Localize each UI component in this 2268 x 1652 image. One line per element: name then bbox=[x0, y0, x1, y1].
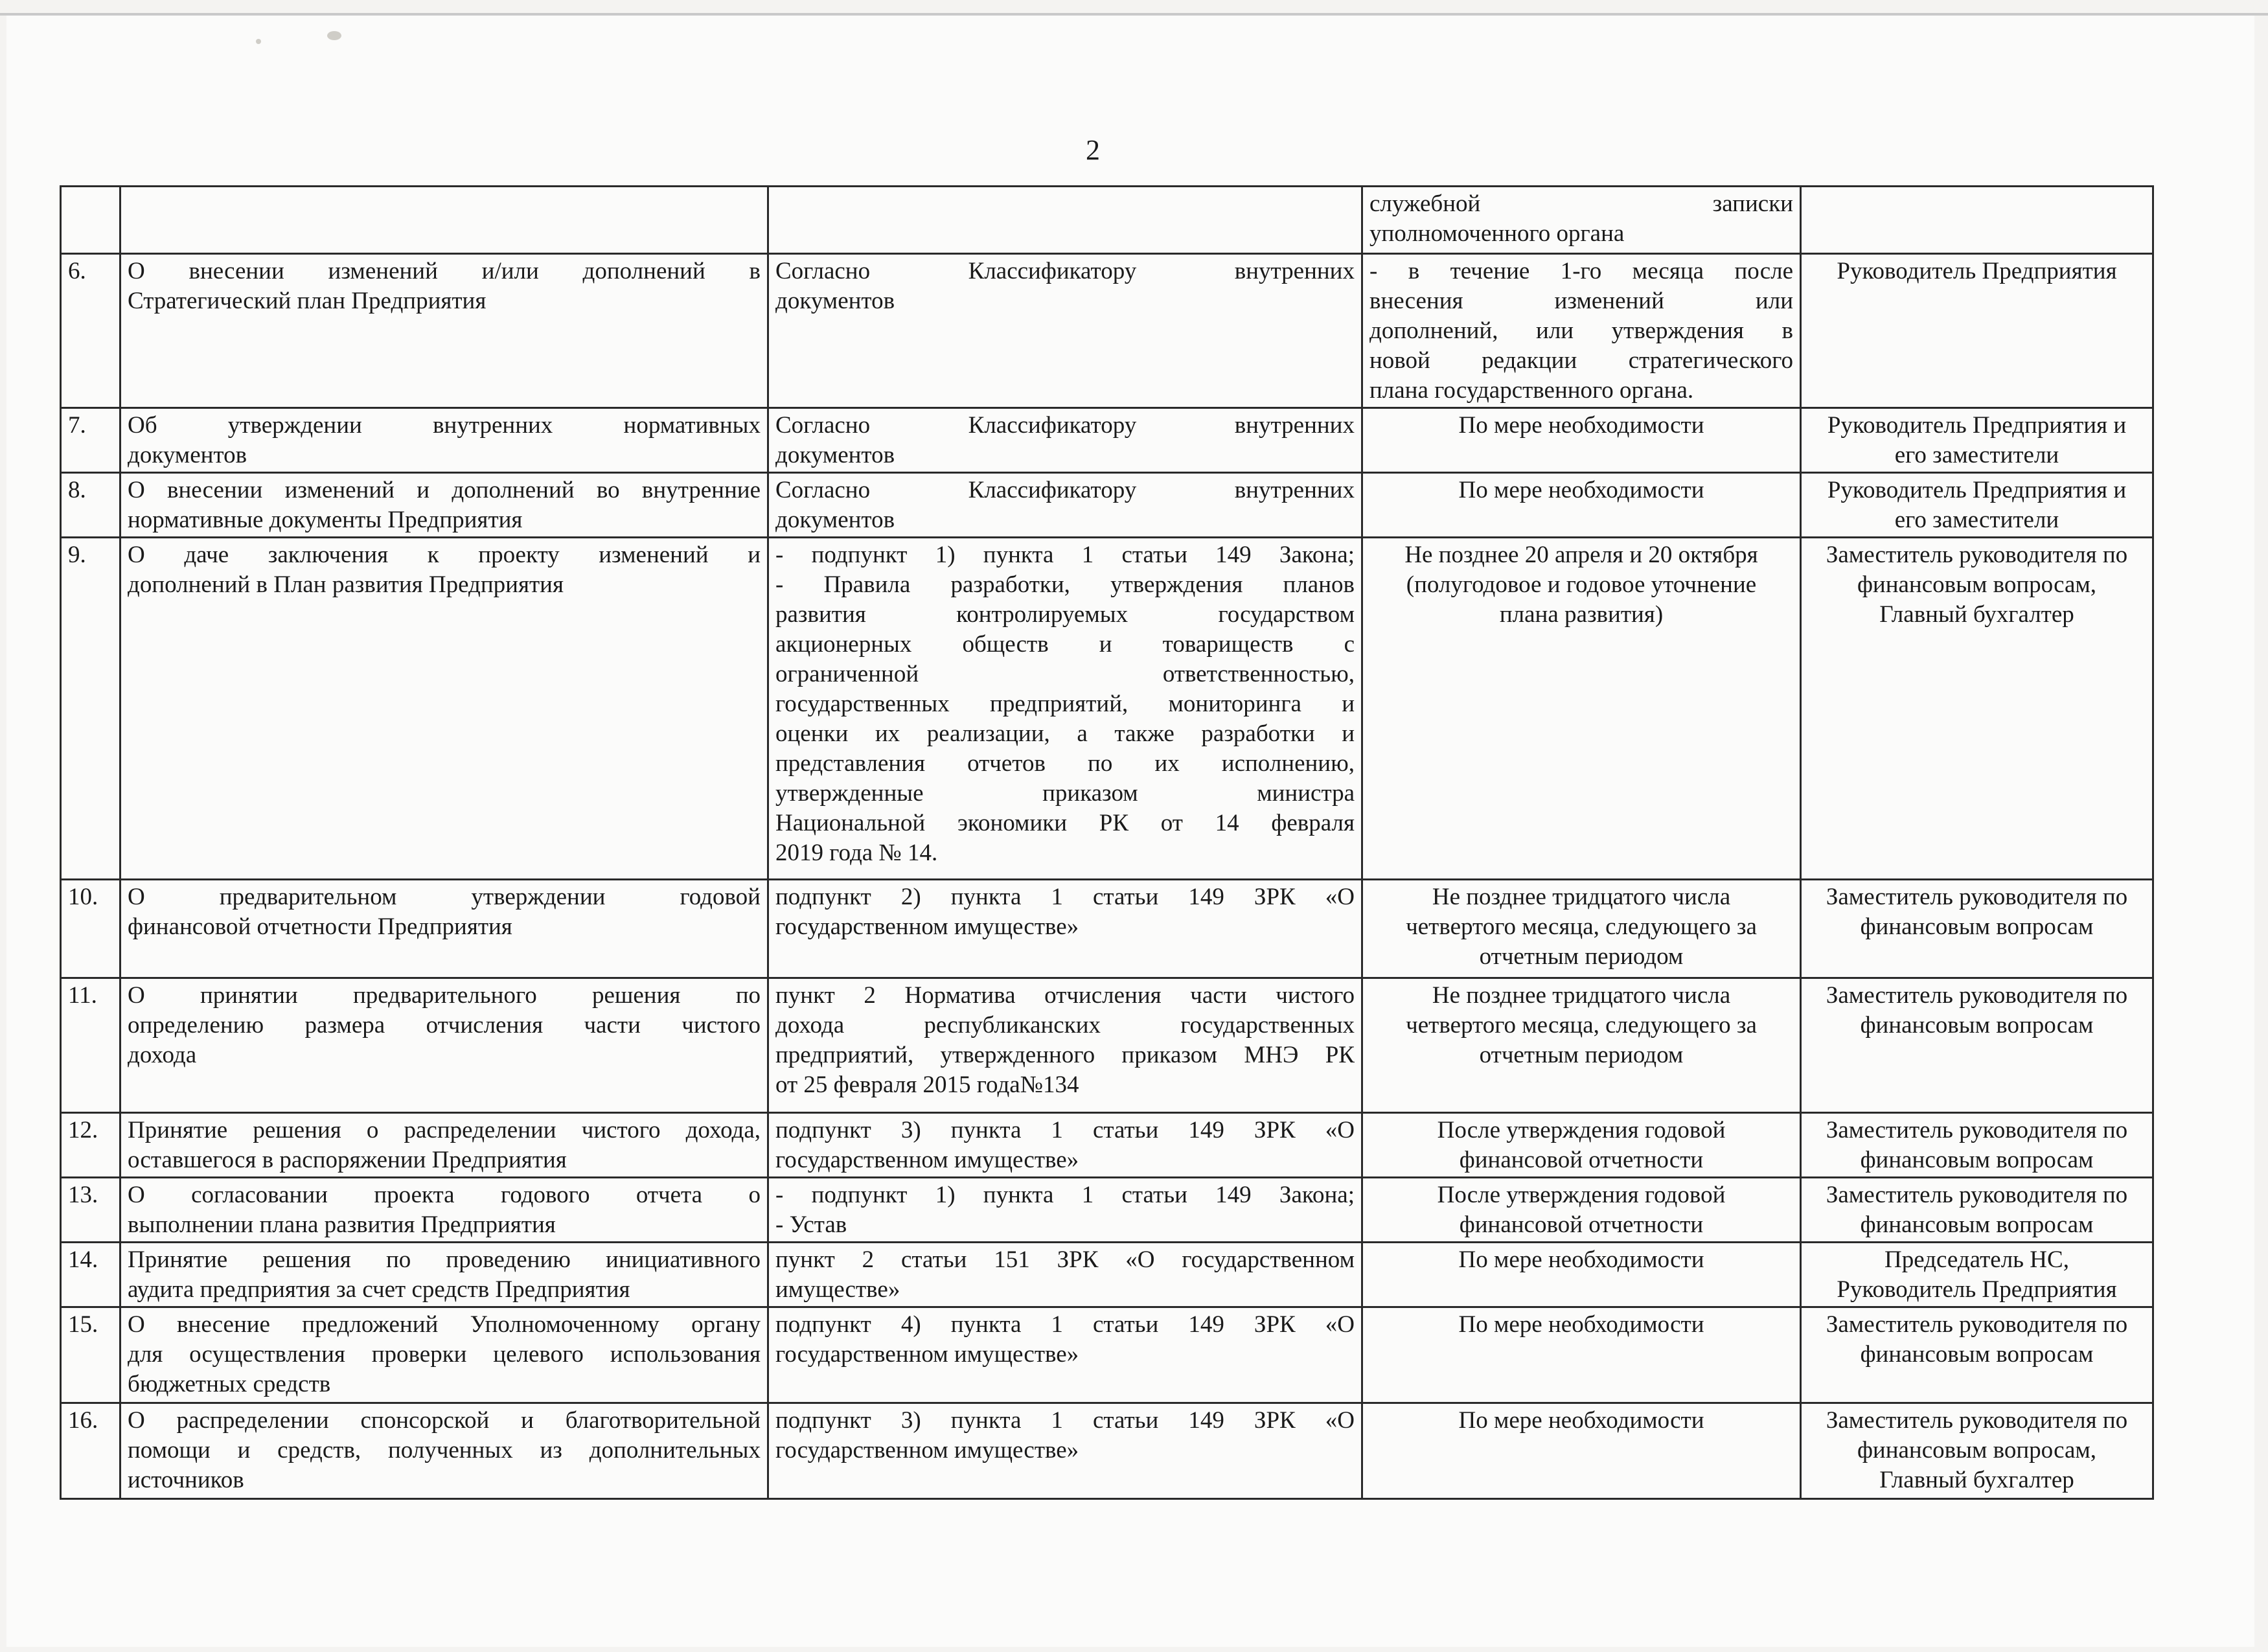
legal-basis-line: подпункт 3) пункта 1 статьи 149 ЗРК «О bbox=[775, 1407, 1355, 1434]
responsible-line: его заместители bbox=[1894, 507, 2059, 533]
deadline-line: - в течение 1-го месяца после bbox=[1369, 258, 1793, 284]
deadline-cell bbox=[1362, 473, 1801, 538]
row-number-cell bbox=[61, 254, 120, 408]
deadline-cell bbox=[1362, 1113, 1801, 1178]
responsible-line: финансовым вопросам bbox=[1860, 1012, 2094, 1038]
decision-title-line: аудита предприятия за счет средств Предприятия bbox=[128, 1276, 630, 1303]
deadline-line: плана государственного органа. bbox=[1369, 377, 1694, 404]
decision-title-line: Принятие решения о распределении чистого дохода, bbox=[128, 1117, 761, 1143]
decision-title-line: для осуществления проверки целевого использования bbox=[128, 1341, 761, 1368]
deadline-cell bbox=[1362, 408, 1801, 473]
page-number: 2 bbox=[1086, 134, 1100, 166]
responsible-cell bbox=[1801, 1307, 2153, 1403]
deadline-line: (полугодовое и годовое уточнение bbox=[1406, 571, 1757, 598]
legal-basis-cell bbox=[768, 408, 1362, 473]
table-row bbox=[61, 1403, 2153, 1499]
decision-title-line: О внесении изменений и дополнений во внутренние bbox=[128, 477, 761, 503]
responsible-cell bbox=[1801, 254, 2153, 408]
legal-basis-cell bbox=[768, 1243, 1362, 1307]
decision-title-cell bbox=[120, 254, 768, 408]
decision-title-line: нормативные документы Предприятия bbox=[128, 507, 523, 533]
legal-basis-line: государственном имуществе» bbox=[775, 913, 1079, 940]
legal-basis-line: государственном имуществе» bbox=[775, 1437, 1079, 1463]
table-row bbox=[61, 187, 2153, 254]
legal-basis-line: предприятий, утвержденного приказом МНЭ РК bbox=[775, 1042, 1355, 1068]
legal-basis-line: государственном имуществе» bbox=[775, 1147, 1079, 1173]
scan-speck bbox=[327, 31, 341, 40]
legal-basis-cell bbox=[768, 254, 1362, 408]
decision-title-cell bbox=[120, 1113, 768, 1178]
legal-basis-line: акционерных обществ и товариществ с bbox=[775, 631, 1355, 658]
legal-basis-line: Национальной экономики РК от 14 февраля bbox=[775, 810, 1355, 836]
row-number-cell bbox=[61, 978, 120, 1113]
decision-title-line: О принятии предварительного решения по bbox=[128, 982, 761, 1009]
decision-title-line: дополнений в План развития Предприятия bbox=[128, 571, 564, 598]
deadline-line: Не позднее тридцатого числа bbox=[1432, 884, 1731, 910]
decision-title-line: Об утверждении внутренних нормативных bbox=[128, 412, 761, 439]
decision-title-line: О внесение предложений Уполномоченному органу bbox=[128, 1311, 761, 1338]
decision-title-line: помощи и средств, полученных из дополнительных bbox=[128, 1437, 761, 1463]
deadline-cell bbox=[1362, 187, 1801, 254]
decision-title-line: финансовой отчетности Предприятия bbox=[128, 913, 512, 940]
responsible-line: финансовым вопросам, bbox=[1857, 1437, 2097, 1463]
decision-title-cell bbox=[120, 978, 768, 1113]
row-number-cell bbox=[61, 1243, 120, 1307]
row-number: 13. bbox=[68, 1182, 98, 1208]
row-number: 8. bbox=[68, 477, 86, 503]
row-number: 9. bbox=[68, 542, 86, 568]
decision-title-cell bbox=[120, 473, 768, 538]
decision-title-line: документов bbox=[128, 442, 247, 468]
legal-basis-line: представления отчетов по их исполнению, bbox=[775, 750, 1355, 777]
decision-title-cell bbox=[120, 1178, 768, 1243]
scan-speck bbox=[256, 39, 261, 44]
row-number-cell bbox=[61, 1178, 120, 1243]
decision-title-line: дохода bbox=[128, 1042, 197, 1068]
deadline-cell bbox=[1362, 538, 1801, 880]
decision-title-line: Принятие решения по проведению инициативного bbox=[128, 1246, 761, 1273]
legal-basis-line: дохода республиканских государственных bbox=[775, 1012, 1355, 1038]
responsible-line: Заместитель руководителя по bbox=[1826, 982, 2128, 1009]
row-number: 12. bbox=[68, 1117, 98, 1143]
deadline-line: финансовой отчетности bbox=[1459, 1147, 1704, 1173]
responsible-line: финансовым вопросам bbox=[1860, 913, 2094, 940]
legal-basis-cell bbox=[768, 187, 1362, 254]
legal-basis-line: - Правила разработки, утверждения планов bbox=[775, 571, 1355, 598]
deadline-line: После утверждения годовой bbox=[1437, 1117, 1726, 1143]
decision-title-cell bbox=[120, 187, 768, 254]
deadline-line: служебной записки bbox=[1369, 190, 1793, 217]
responsible-cell bbox=[1801, 538, 2153, 880]
responsible-line: финансовым вопросам bbox=[1860, 1341, 2094, 1368]
table-row bbox=[61, 538, 2153, 880]
decision-title-cell bbox=[120, 1243, 768, 1307]
deadline-cell bbox=[1362, 978, 1801, 1113]
responsible-line: Заместитель руководителя по bbox=[1826, 1407, 2128, 1434]
deadline-line: уполномоченного органа bbox=[1369, 220, 1625, 247]
legal-basis-cell bbox=[768, 473, 1362, 538]
responsible-line: финансовым вопросам bbox=[1860, 1211, 2094, 1238]
legal-basis-cell bbox=[768, 1403, 1362, 1499]
legal-basis-line: оценки их реализации, а также разработки и bbox=[775, 720, 1355, 747]
legal-basis-line: развития контролируемых государством bbox=[775, 601, 1355, 628]
row-number: 14. bbox=[68, 1246, 98, 1273]
deadline-line: внесения изменений или bbox=[1369, 288, 1793, 314]
legal-basis-line: от 25 февраля 2015 года№134 bbox=[775, 1072, 1079, 1098]
legal-basis-cell bbox=[768, 1113, 1362, 1178]
responsible-line: его заместители bbox=[1894, 442, 2059, 468]
decision-title-line: О предварительном утверждении годовой bbox=[128, 884, 761, 910]
decision-title-line: источников bbox=[128, 1467, 244, 1493]
deadline-line: Не позднее тридцатого числа bbox=[1432, 982, 1731, 1009]
row-number-cell bbox=[61, 187, 120, 254]
deadline-cell bbox=[1362, 1403, 1801, 1499]
legal-basis-line: Согласно Классификатору внутренних bbox=[775, 477, 1355, 503]
deadline-cell bbox=[1362, 254, 1801, 408]
responsible-cell bbox=[1801, 473, 2153, 538]
row-number-cell bbox=[61, 473, 120, 538]
legal-basis-line: подпункт 3) пункта 1 статьи 149 ЗРК «О bbox=[775, 1117, 1355, 1143]
legal-basis-line: пункт 2 Норматива отчисления части чистого bbox=[775, 982, 1355, 1009]
table-row bbox=[61, 408, 2153, 473]
decision-title-cell bbox=[120, 538, 768, 880]
deadline-line: По мере необходимости bbox=[1458, 1311, 1704, 1338]
decision-title-line: О даче заключения к проекту изменений и bbox=[128, 542, 761, 568]
decision-title-line: Стратегический план Предприятия bbox=[128, 288, 487, 314]
legal-basis-line: государственных предприятий, мониторинга и bbox=[775, 691, 1355, 717]
row-number: 7. bbox=[68, 412, 86, 439]
deadline-line: дополнений, или утверждения в bbox=[1369, 317, 1793, 344]
table-row bbox=[61, 254, 2153, 408]
legal-basis-cell bbox=[768, 978, 1362, 1113]
table-row bbox=[61, 880, 2153, 978]
decision-title-line: О распределении спонсорской и благотворительной bbox=[128, 1407, 761, 1434]
row-number-cell bbox=[61, 538, 120, 880]
decisions-table bbox=[60, 185, 2154, 1500]
responsible-line: Главный бухгалтер bbox=[1879, 601, 2074, 628]
deadline-line: четвертого месяца, следующего за bbox=[1406, 913, 1757, 940]
legal-basis-line: подпункт 2) пункта 1 статьи 149 ЗРК «О bbox=[775, 884, 1355, 910]
legal-basis-line: - подпункт 1) пункта 1 статьи 149 Закона; bbox=[775, 1182, 1355, 1208]
deadline-cell bbox=[1362, 1243, 1801, 1307]
deadline-line: По мере необходимости bbox=[1458, 477, 1704, 503]
responsible-cell bbox=[1801, 1178, 2153, 1243]
responsible-line: Главный бухгалтер bbox=[1879, 1467, 2074, 1493]
legal-basis-line: пункт 2 статьи 151 ЗРК «О государственном bbox=[775, 1246, 1355, 1273]
responsible-line: Руководитель Предприятия и bbox=[1827, 412, 2127, 439]
responsible-line: Руководитель Предприятия bbox=[1837, 1276, 2117, 1303]
decision-title-line: оставшегося в распоряжении Предприятия bbox=[128, 1147, 567, 1173]
legal-basis-line: государственном имуществе» bbox=[775, 1341, 1079, 1368]
responsible-cell bbox=[1801, 187, 2153, 254]
decision-title-cell bbox=[120, 1403, 768, 1499]
row-number: 6. bbox=[68, 258, 86, 284]
table-row bbox=[61, 1178, 2153, 1243]
decision-title-line: О согласовании проекта годового отчета о bbox=[128, 1182, 761, 1208]
legal-basis-cell bbox=[768, 1178, 1362, 1243]
table-row bbox=[61, 978, 2153, 1113]
deadline-line: новой редакции стратегического bbox=[1369, 347, 1793, 374]
responsible-cell bbox=[1801, 408, 2153, 473]
decision-title-cell bbox=[120, 880, 768, 978]
deadline-line: плана развития) bbox=[1499, 601, 1664, 628]
deadline-line: Не позднее 20 апреля и 20 октября bbox=[1404, 542, 1758, 568]
responsible-line: Председатель НС, bbox=[1884, 1246, 2069, 1273]
responsible-line: Заместитель руководителя по bbox=[1826, 542, 2128, 568]
responsible-line: Руководитель Предприятия bbox=[1837, 258, 2117, 284]
deadline-line: отчетным периодом bbox=[1479, 1042, 1684, 1068]
responsible-cell bbox=[1801, 978, 2153, 1113]
table-row bbox=[61, 1307, 2153, 1403]
legal-basis-cell bbox=[768, 1307, 1362, 1403]
row-number-cell bbox=[61, 1403, 120, 1499]
legal-basis-line: подпункт 4) пункта 1 статьи 149 ЗРК «О bbox=[775, 1311, 1355, 1338]
deadline-line: По мере необходимости bbox=[1458, 1246, 1704, 1273]
legal-basis-line: - подпункт 1) пункта 1 статьи 149 Закона; bbox=[775, 542, 1355, 568]
deadline-cell bbox=[1362, 880, 1801, 978]
deadline-line: отчетным периодом bbox=[1479, 943, 1684, 970]
decision-title-cell bbox=[120, 1307, 768, 1403]
legal-basis-line: Согласно Классификатору внутренних bbox=[775, 258, 1355, 284]
responsible-line: финансовым вопросам, bbox=[1857, 571, 2097, 598]
responsible-line: Руководитель Предприятия и bbox=[1827, 477, 2127, 503]
table-row bbox=[61, 1113, 2153, 1178]
legal-basis-line: - Устав bbox=[775, 1211, 847, 1238]
legal-basis-line: 2019 года № 14. bbox=[775, 840, 938, 866]
row-number-cell bbox=[61, 1307, 120, 1403]
legal-basis-line: документов bbox=[775, 288, 895, 314]
legal-basis-line: документов bbox=[775, 507, 895, 533]
responsible-line: Заместитель руководителя по bbox=[1826, 1311, 2128, 1338]
row-number: 16. bbox=[68, 1407, 98, 1434]
responsible-line: финансовым вопросам bbox=[1860, 1147, 2094, 1173]
deadline-line: четвертого месяца, следующего за bbox=[1406, 1012, 1757, 1038]
legal-basis-line: Согласно Классификатору внутренних bbox=[775, 412, 1355, 439]
legal-basis-line: документов bbox=[775, 442, 895, 468]
decision-title-line: определению размера отчисления части чистого bbox=[128, 1012, 761, 1038]
table-row bbox=[61, 1243, 2153, 1307]
legal-basis-cell bbox=[768, 880, 1362, 978]
deadline-line: После утверждения годовой bbox=[1437, 1182, 1726, 1208]
legal-basis-cell bbox=[768, 538, 1362, 880]
responsible-cell bbox=[1801, 1113, 2153, 1178]
decision-title-line: бюджетных средств bbox=[128, 1371, 331, 1397]
deadline-line: финансовой отчетности bbox=[1459, 1211, 1704, 1238]
decision-title-line: О внесении изменений и/или дополнений в bbox=[128, 258, 761, 284]
responsible-line: Заместитель руководителя по bbox=[1826, 884, 2128, 910]
row-number: 11. bbox=[68, 982, 97, 1009]
table-body bbox=[61, 187, 2153, 1499]
row-number-cell bbox=[61, 880, 120, 978]
row-number: 15. bbox=[68, 1311, 98, 1338]
decision-title-cell bbox=[120, 408, 768, 473]
deadline-cell bbox=[1362, 1307, 1801, 1403]
legal-basis-line: утвержденные приказом министра bbox=[775, 780, 1355, 807]
row-number-cell bbox=[61, 1113, 120, 1178]
row-number: 10. bbox=[68, 884, 98, 910]
deadline-line: По мере необходимости bbox=[1458, 412, 1704, 439]
legal-basis-line: ограниченной ответственностью, bbox=[775, 661, 1355, 687]
deadline-line: По мере необходимости bbox=[1458, 1407, 1704, 1434]
responsible-cell bbox=[1801, 880, 2153, 978]
legal-basis-line: имуществе» bbox=[775, 1276, 900, 1303]
row-number-cell bbox=[61, 408, 120, 473]
deadline-cell bbox=[1362, 1178, 1801, 1243]
table-row bbox=[61, 473, 2153, 538]
responsible-line: Заместитель руководителя по bbox=[1826, 1182, 2128, 1208]
scan-edge bbox=[0, 13, 2268, 16]
responsible-cell bbox=[1801, 1403, 2153, 1499]
responsible-line: Заместитель руководителя по bbox=[1826, 1117, 2128, 1143]
decision-title-line: выполнении плана развития Предприятия bbox=[128, 1211, 556, 1238]
responsible-cell bbox=[1801, 1243, 2153, 1307]
